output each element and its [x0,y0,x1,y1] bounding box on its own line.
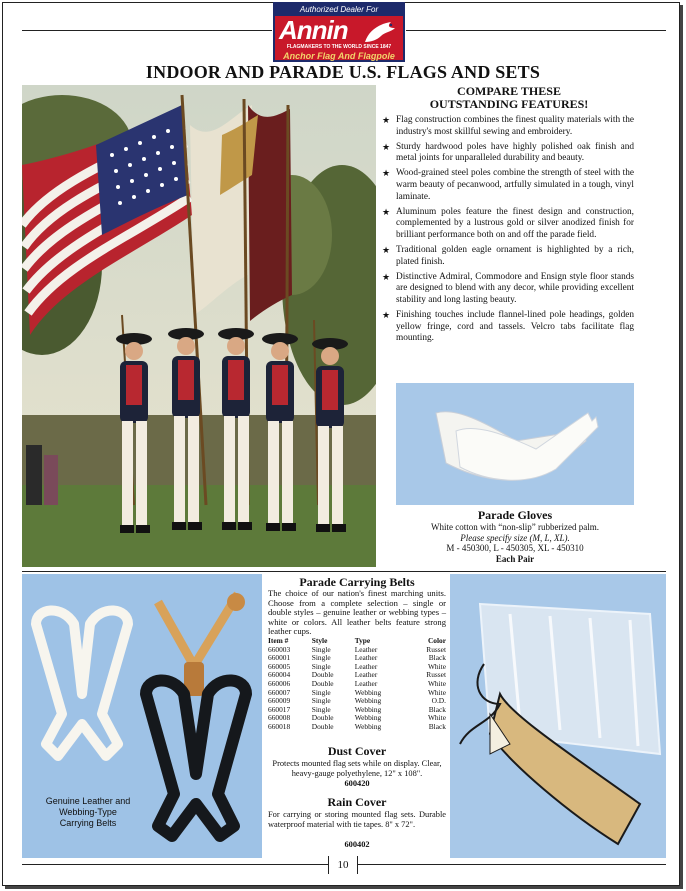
star-bullet-icon: ★ [382,141,391,152]
col-style: Style [311,636,328,645]
cell-item: 660003 [268,644,291,654]
star-bullet-icon: ★ [382,115,391,125]
header-rule-left [22,30,272,31]
cell-style: Single [311,644,331,654]
feature-item [382,115,634,138]
page-title: INDOOR AND PARADE U.S. FLAGS AND SETS [145,62,541,82]
cell-item: 660017 [268,704,291,714]
logo-tagline: FLAGMAKERS TO THE WORLD SINCE 1847 [286,44,392,50]
cell-item: 660008 [268,713,291,723]
flag-covers-photo [450,574,666,858]
cell-type: Webbing [354,704,382,714]
footer-rule-left [22,864,328,865]
cell-item: 660018 [268,721,291,731]
logo-dealer-name: Anchor Flag And Flagpole [283,51,395,61]
gloves-items: M - 450300, L - 450305, XL - 450310 [446,543,584,553]
feature-text: Traditional golden eagle ornament is highlighted by a rich, plated finish. [396,244,634,267]
col-color: Color [427,636,446,645]
gloves-photo [396,383,634,505]
footer-rule-right [358,864,666,865]
cell-type: Webbing [354,713,382,723]
belts-caption-line1: Genuine Leather and [45,796,131,806]
gloves-unit: Each Pair [495,553,535,564]
feature-item [382,310,634,345]
cell-style: Double [311,670,334,680]
cell-type: Leather [354,678,378,688]
cell-style: Double [311,678,334,688]
cell-type: Leather [354,661,378,671]
section-divider [22,571,666,572]
feature-text: Sturdy hardwood poles have highly polished oak finish and metal joints for unparalleled durability and beauty. [396,141,634,164]
cell-style: Single [311,661,331,671]
gloves-title: Parade Gloves [477,508,553,522]
cell-item: 660004 [268,670,291,680]
features-heading [384,85,634,111]
belts-table [268,637,446,732]
feature-text: Aluminum poles feature the finest design and construction, complemented by a lustrous gold or silver anodized finish for brilliant performance both on and off the parade field. [396,206,634,240]
eagle-icon [361,18,399,44]
annin-logo [273,2,405,62]
rain-cover-desc: For carrying or storing mounted flag sets. Durable waterproof material with tie tapes. 8" x 72". [268,810,446,829]
cell-type: Leather [354,644,378,654]
logo-brand-name: Annin [279,15,348,45]
feature-item [382,245,634,268]
feature-text: Wood-grained steel poles combine the strength of steel with the warm beauty of pecanwood, artfully simulated in a tough, vinyl laminate. [396,168,634,202]
cell-style: Single [311,653,331,663]
table-row [268,723,446,732]
cell-style: Double [311,721,334,731]
cell-item: 660007 [268,687,291,697]
dust-cover-description [268,759,446,789]
cell-color: Black [428,704,446,714]
feature-item [382,168,634,203]
star-bullet-icon: ★ [382,244,391,255]
cell-item: 660009 [268,696,291,706]
color-guard-photo [22,85,376,567]
header-rule-right [406,30,666,31]
feature-text: Finishing touches include flannel-lined pole headings, golden yellow fringe, cord and tassels. Velcro tabs facilitate flag mounting. [396,309,634,344]
star-bullet-icon: ★ [382,206,391,217]
cell-color: White [427,713,446,723]
cell-style: Double [311,713,334,723]
features-heading-line1: COMPARE THESE [457,84,561,98]
star-bullet-icon: ★ [382,309,391,320]
logo-dealer-text: Authorized Dealer For [275,4,403,16]
cell-style: Single [311,704,331,714]
cell-type: Leather [354,653,378,663]
gloves-description [384,522,646,564]
cell-style: Single [311,687,331,697]
feature-text: Distinctive Admiral, Commodore and Ensign style floor stands are designed to blend with any decor, while providing excellent stability and long lasting beauty. [396,271,634,305]
belts-title: Parade Carrying Belts [299,575,415,589]
feature-text: Flag construction combines the finest quality materials with the industry's most skillful sewing and embroidery. [396,115,634,137]
feature-item [382,207,634,242]
feature-item [382,142,634,165]
feature-item [382,272,634,307]
gloves-desc: White cotton with “non-slip” rubberized palm. [431,522,599,532]
cell-color: White [427,687,446,697]
cell-color: Russet [426,644,446,654]
cell-type: Webbing [354,721,382,731]
cell-color: Black [428,721,446,731]
cell-style: Single [311,696,331,706]
cell-color: O.D. [431,696,446,706]
cell-item: 660006 [268,678,291,688]
cell-type: Leather [354,670,378,680]
col-type: Type [354,636,371,645]
dust-cover-desc: Protects mounted flag sets while on display. Clear, heavy-gauge polyethylene, 12" x 108". [272,759,442,778]
features-heading-line2: OUTSTANDING FEATURES! [429,97,589,111]
cell-type: Webbing [354,687,382,697]
col-item: Item # [268,636,289,645]
rain-cover-item: 600402 [344,840,370,849]
cell-color: Russet [426,670,446,680]
features-list [382,115,634,348]
belts-caption-line3: Carrying Belts [59,818,117,828]
gloves-note: Please specify size (M, L, XL). [460,532,570,543]
dust-cover-item: 600420 [344,779,370,788]
cell-item: 660005 [268,661,291,671]
star-bullet-icon: ★ [382,168,391,179]
cell-color: Black [428,653,446,663]
cell-type: Webbing [354,696,382,706]
dust-cover-title: Dust Cover [327,744,387,758]
belts-photo-caption [30,796,146,829]
cell-color: White [427,661,446,671]
star-bullet-icon: ★ [382,271,391,282]
cell-item: 660001 [268,653,291,663]
rain-cover-title: Rain Cover [327,795,387,809]
cell-color: White [427,678,446,688]
belts-description: The choice of our nation's finest marching units. Choose from a complete selection – single or double styles – genuine leather or webbing types – white or colors. All leather belts feature strong leather cups. [268,588,446,637]
page-number: 10 [328,856,358,874]
belts-caption-line2: Webbing-Type [59,807,117,817]
